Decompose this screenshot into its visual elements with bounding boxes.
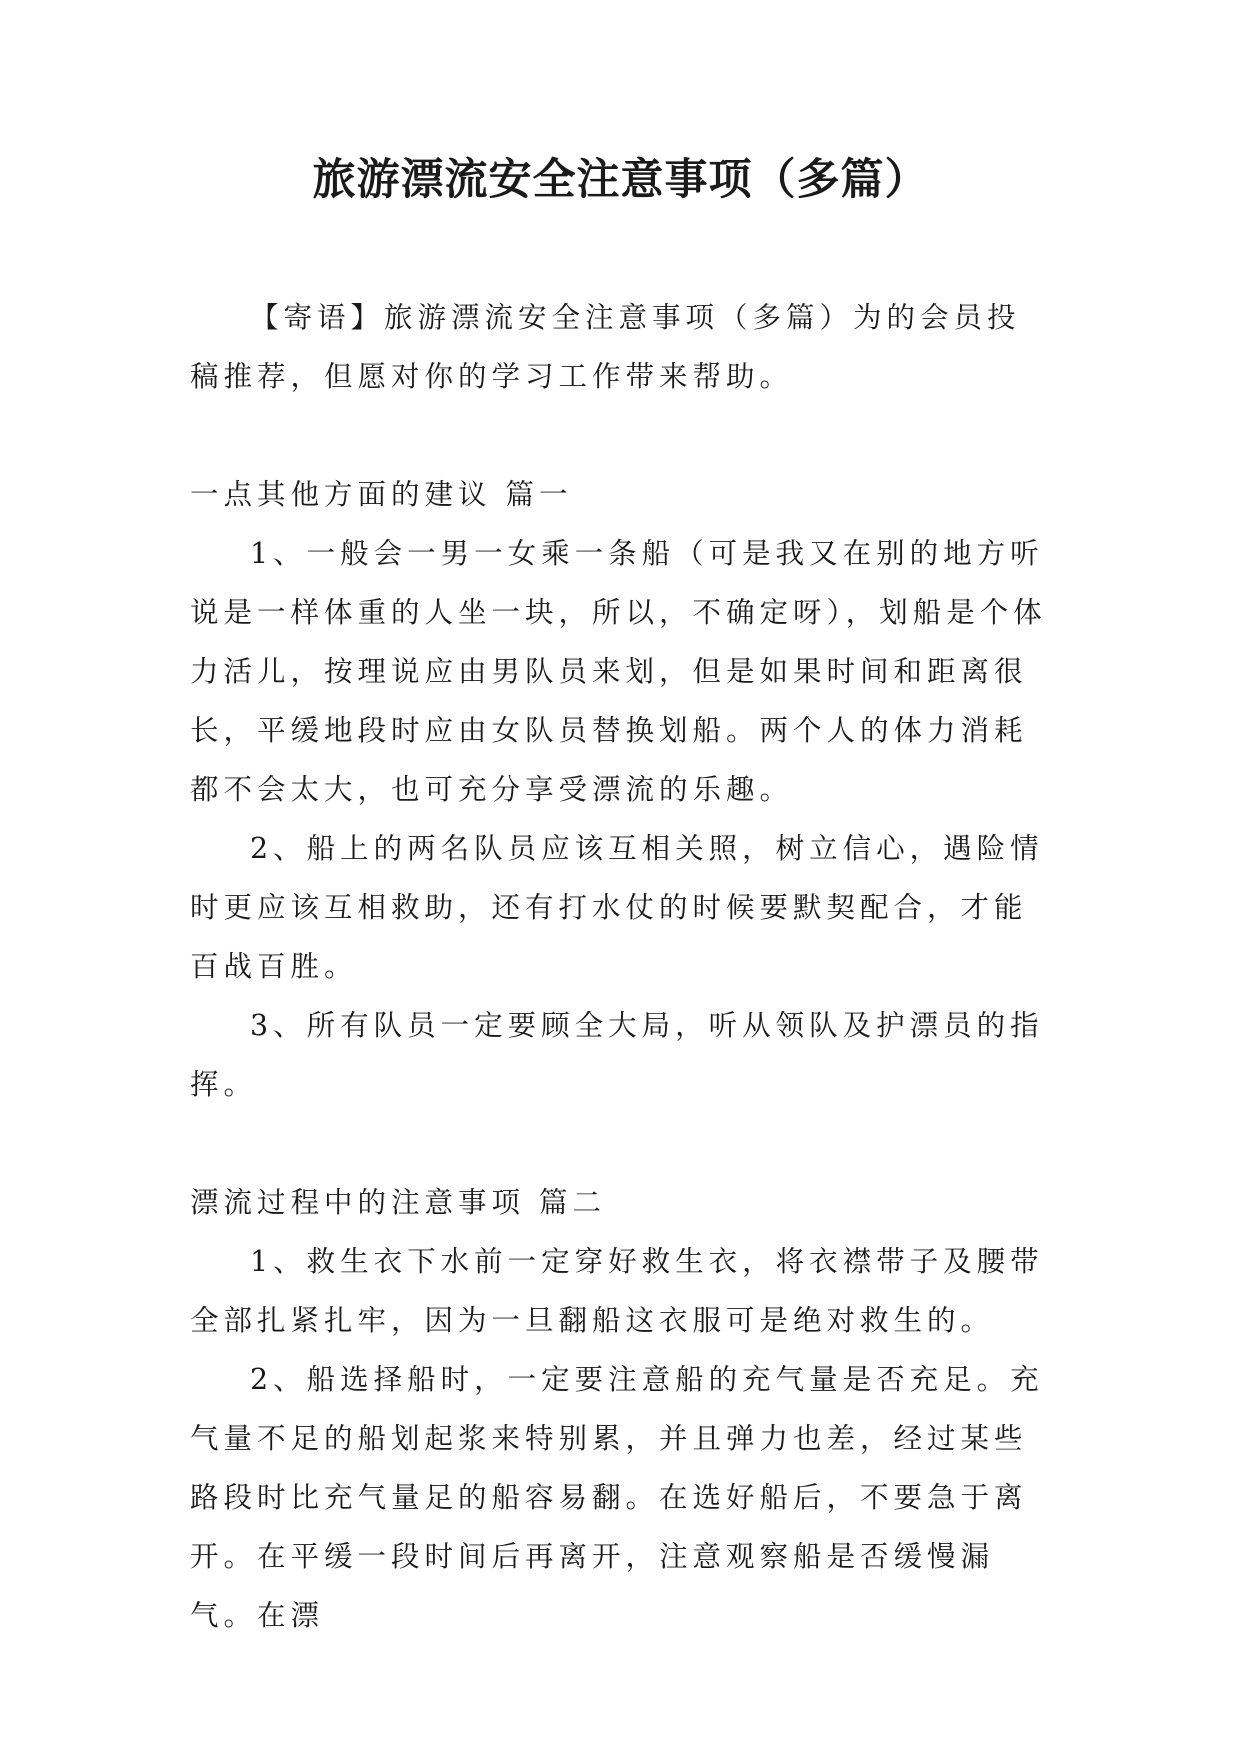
document-body: [190, 288, 1052, 1645]
document-title: 旅游漂流安全注意事项（多篇）: [312, 155, 929, 205]
section-2-paragraph-1: 1、救生衣下水前一定穿好救生衣，将衣襟带子及腰带全部扎紧扎牢，因为一旦翻船这衣服可是绝对救生的。: [190, 1245, 1044, 1337]
section-1-paragraph-1: 1、一般会一男一女乘一条船（可是我又在别的地方听说是一样体重的人坐一块，所以，不确定呀），划船是个体力活儿，按理说应由男队员来划，但是如果时间和距离很长，平缓地段时应由女队员替换划船。两个人的体力消耗都不会太大，也可充分享受漂流的乐趣。: [190, 537, 1047, 806]
section-1-paragraph-2: 2、船上的两名队员应该互相关照，树立信心，遇险情时更应该互相救助，还有打水仗的时候要默契配合，才能百战百胜。: [190, 832, 1044, 983]
section-heading-1: 一点其他方面的建议 篇一: [190, 478, 573, 511]
section-2-paragraph-2: 2、船选择船时，一定要注意船的充气量是否充足。充气量不足的船划起浆来特别累，并且弹力也差，经过某些路段时比充气量足的船容易翻。在选好船后，不要急于离开。在平缓一段时间后再离开，注意观察船是否缓慢漏气。在漂: [190, 1363, 1044, 1632]
section-heading-2: 漂流过程中的注意事项 篇二: [190, 1186, 607, 1219]
section-1-paragraph-3: 3、所有队员一定要顾全大局，听从领队及护漂员的指挥。: [190, 1009, 1044, 1101]
intro-paragraph: 【寄语】旅游漂流安全注意事项（多篇）为的会员投稿推荐，但愿对你的学习工作带来帮助。: [190, 301, 1021, 393]
